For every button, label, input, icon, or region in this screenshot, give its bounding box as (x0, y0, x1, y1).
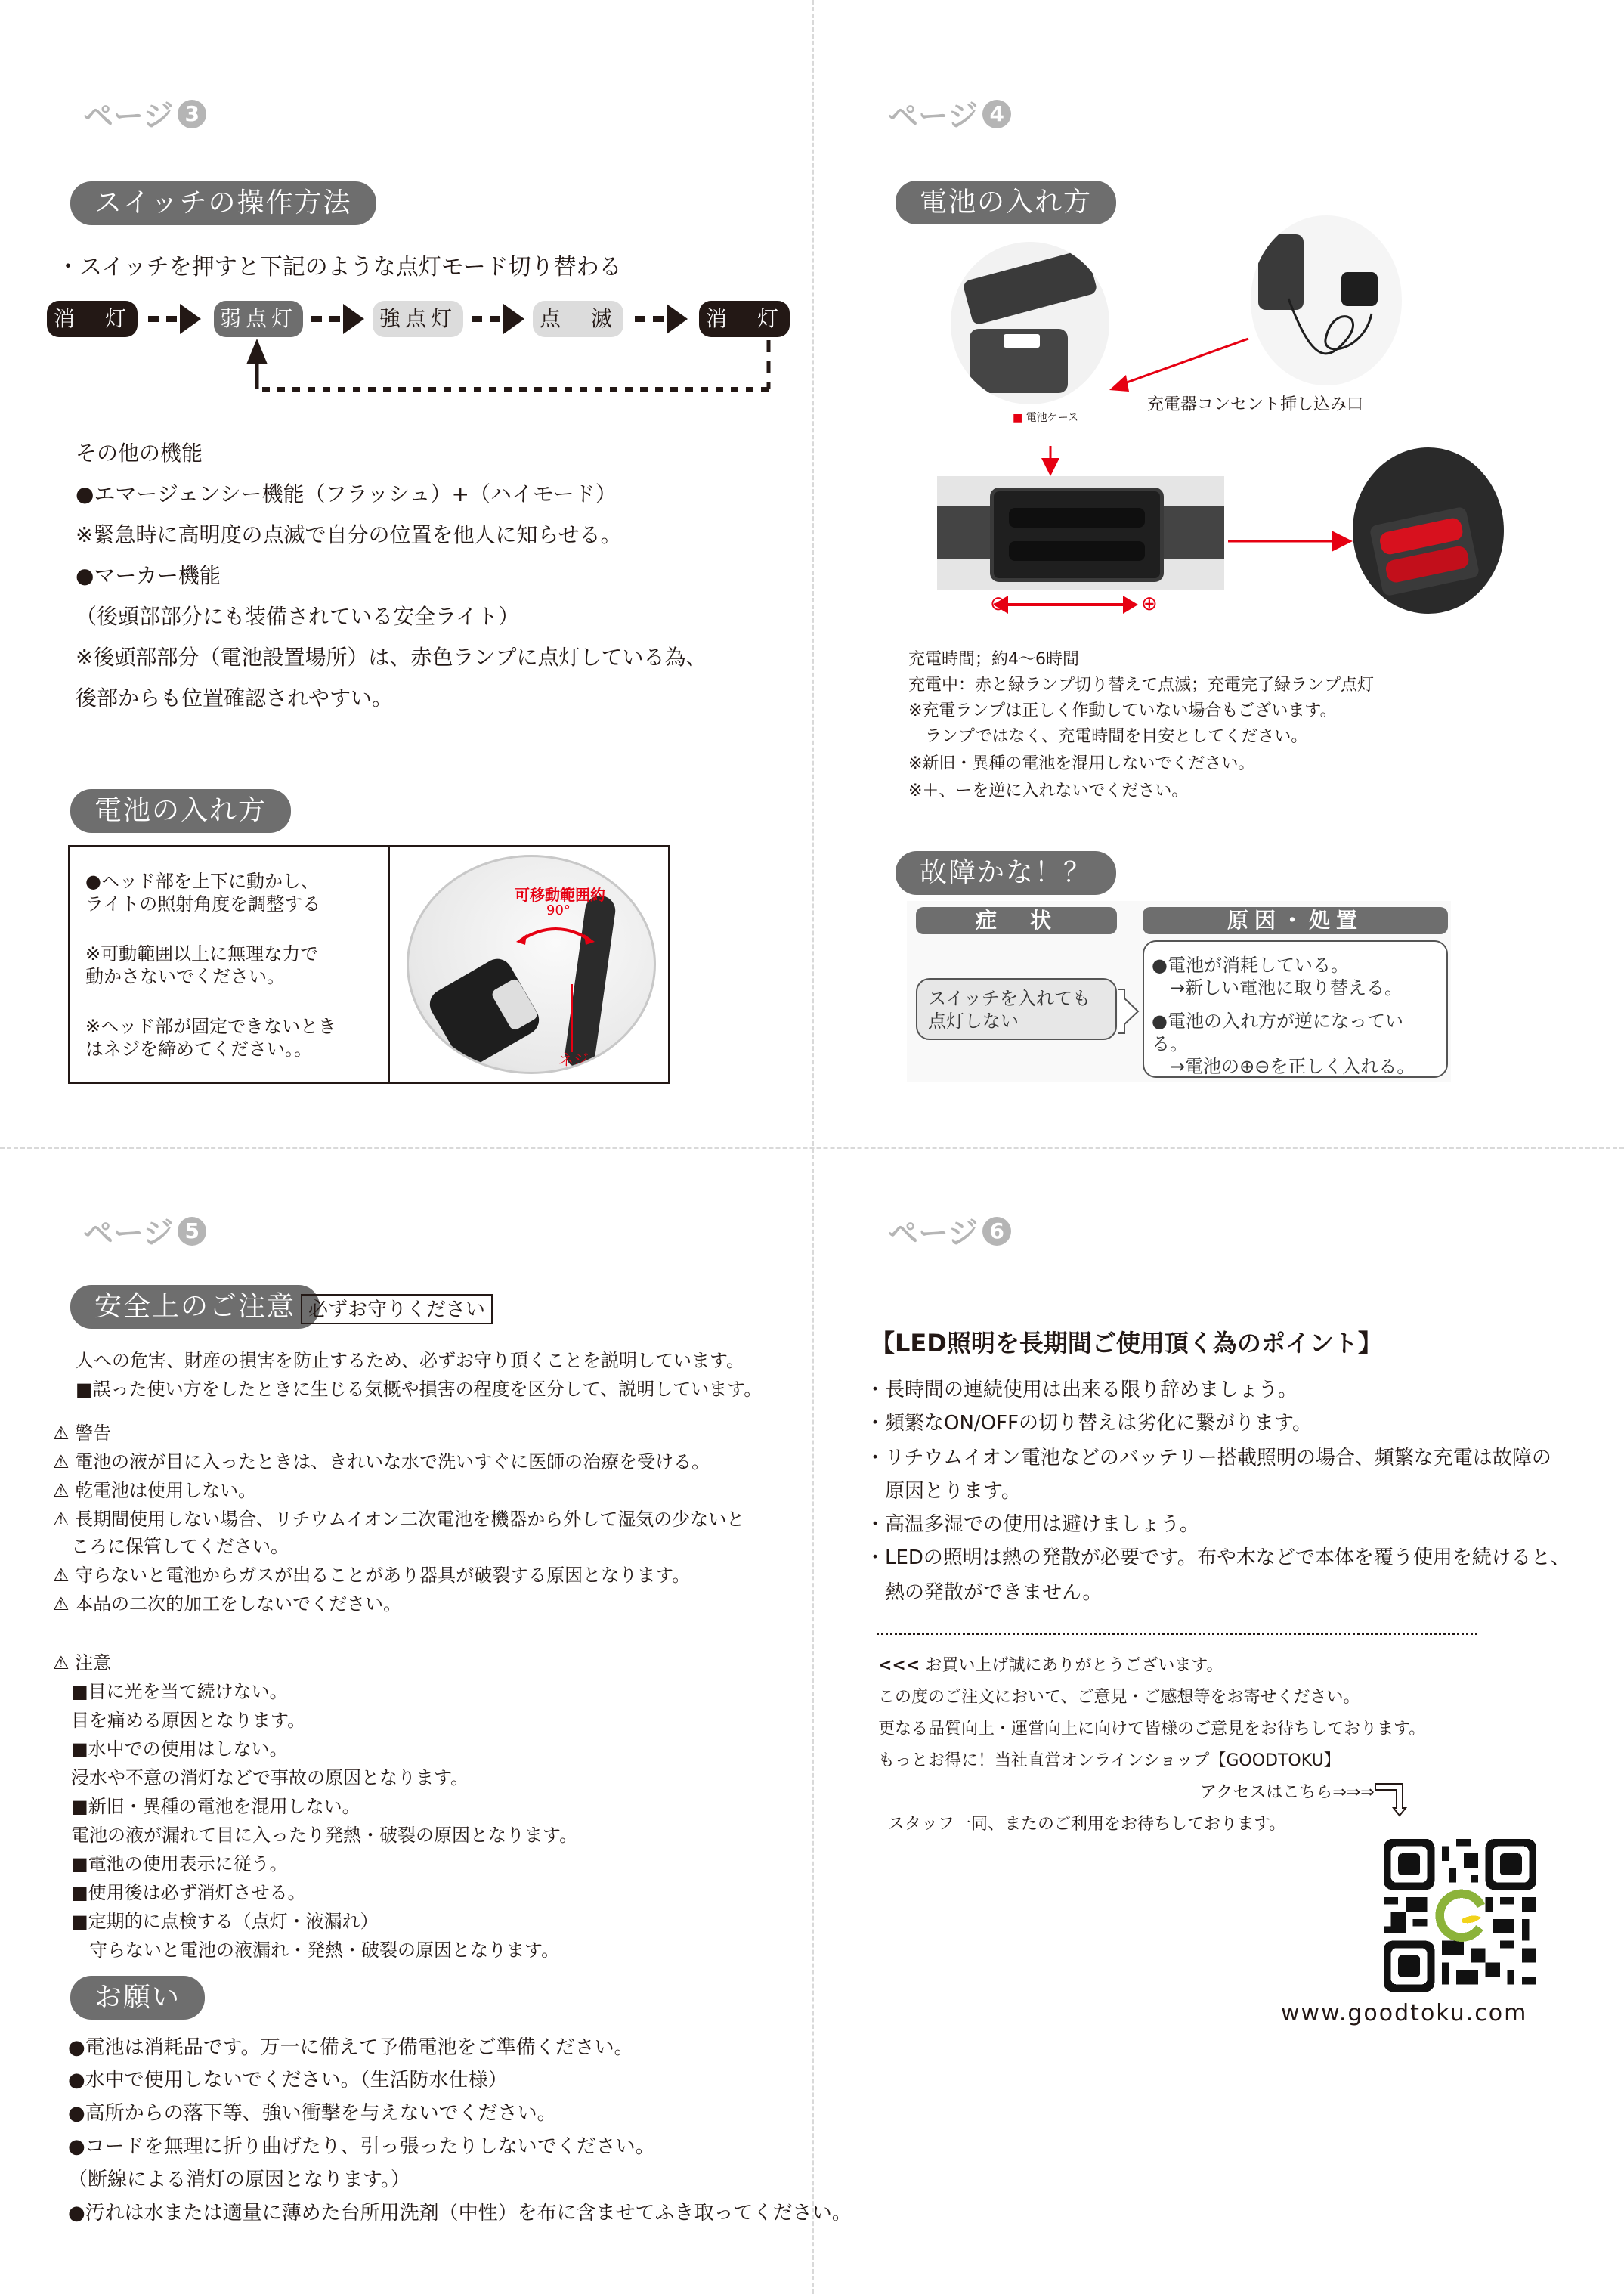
caution-line: ■水中での使用はしない。 (53, 1738, 288, 1760)
thanks-line: この度のご注文において、ご意見・ご感想等をお寄せください。 (878, 1688, 1360, 1707)
symptom-header: 症 状 (916, 907, 1117, 934)
charge-info-line: ※充電ランプは正しく作動していない場合もございます。 (908, 701, 1337, 720)
charge-info-line: ランプではなく、充電時間を目安としてください。 (908, 727, 1308, 746)
closing-line: スタッフ一同、またのご利用をお待ちしております。 (888, 1815, 1286, 1834)
minus-icon: ⊖ (990, 593, 1007, 615)
warning-line: ⚠ 電池の液が目に入ったときは、きれいな水で洗いすぐに医師の治療を受ける。 (53, 1451, 710, 1472)
warning-line: ⚠ 長期間使用しない場合、リチウムイオン二次電池を機器から外して湿気の少ないと (53, 1509, 745, 1530)
section-title-safety: 安全上のご注意 (70, 1285, 320, 1329)
caution-line: ■使用後は必ず消灯させる。 (53, 1882, 306, 1903)
chevron-left-icon: <<< (878, 1656, 920, 1675)
page-label-text: ページ (83, 99, 174, 134)
charger-port-label: 充電器コンセント挿し込み口 (1147, 395, 1364, 414)
case-label-text: 電池ケース (1025, 412, 1078, 424)
battery-slot-shape (990, 488, 1164, 582)
tip-line: ・高温多湿での使用は避けましょう。 (865, 1513, 1200, 1536)
cause-line: →電池の⊕⊖を正しく入れる。 (1152, 1056, 1415, 1077)
tip-line: 原因とります。 (865, 1480, 1021, 1503)
rotate-arrow-icon (515, 918, 598, 948)
mode-high: 強点灯 (373, 301, 463, 337)
page-label-text: ページ (888, 99, 979, 134)
range-label: 可移動範囲約 (515, 886, 605, 904)
request-line: （断線による消灯の原因となります。） (68, 2169, 410, 2191)
tip-line: ・頻繁なON/OFFの切り替えは劣化に繋がります。 (865, 1412, 1312, 1435)
feature-line: ●マーカー機能 (76, 563, 221, 588)
cause-box (1143, 940, 1448, 1078)
switch-intro: ・スイッチを押すと下記のような点灯モード切り替わる (57, 254, 622, 280)
caution-line: ■目に光を当て続けない。 (53, 1681, 288, 1702)
access-line: アクセスはこちら⇒⇒⇒ (1200, 1783, 1375, 1802)
note-line: ※可動範囲以上に無理な力で (85, 943, 319, 964)
request-line: ●高所からの落下等、強い衝撃を与えないでください。 (68, 2102, 557, 2125)
tip-line: 熱の発散ができません。 (865, 1581, 1103, 1604)
angle-label: 90° (546, 902, 571, 918)
led-tips-title: 【LED照明を長期間ご使用頂く為のポイント】 (871, 1329, 1382, 1358)
section-title-switch: スイッチの操作方法 (70, 181, 376, 225)
website-link[interactable]: www.goodtoku.com (1281, 2000, 1528, 2026)
note-line: ライトの照射角度を調整する (85, 893, 321, 915)
note-line: ※ヘッド部が固定できないとき (85, 1016, 337, 1037)
plus-icon: ⊕ (1141, 593, 1158, 615)
warning-line: ⚠ 本品の二次的加工をしないでください。 (53, 1593, 402, 1614)
charge-info-line: 充電時間；約4～6時間 (908, 650, 1079, 669)
note-line: はネジを締めてください。。 (85, 1039, 312, 1060)
page-label-text: ページ (888, 1216, 979, 1251)
safety-intro: ■誤った使い方をしたときに生じる気概や損害の程度を区分して、説明しています。 (76, 1379, 763, 1400)
red-square-icon: ■ (1013, 412, 1023, 424)
headlamp-photo (407, 855, 656, 1074)
feature-line: （後頭部部分にも装備されている安全ライト） (76, 604, 520, 629)
page-label-text: ページ (83, 1216, 174, 1251)
feature-line: ※緊急時に高明度の点滅で自分の位置を他人に知らせる。 (76, 522, 622, 547)
caution-line: 守らないと電池の液漏れ・発熱・破裂の原因となります。 (53, 1940, 560, 1961)
caution-line: 電池の液が漏れて目に入ったり発熱・破裂の原因となります。 (53, 1825, 578, 1846)
section-title-trouble: 故障かな！？ (896, 851, 1116, 895)
qr-code[interactable] (1383, 1839, 1537, 1992)
symptom-box (916, 978, 1117, 1040)
mode-off-end: 消 灯 (699, 301, 790, 337)
mode-off-start: 消 灯 (47, 301, 138, 337)
thanks-line: 更なる品質向上・運営向上に向けて皆様のご意見をお待ちしております。 (878, 1720, 1426, 1738)
mode-low: 弱点灯 (214, 301, 303, 337)
warning-line: ころに保管してください。 (53, 1536, 289, 1557)
page-number-badge: 3 (178, 100, 206, 128)
page-number-badge: 4 (982, 100, 1011, 128)
cause-line: ●電池の入れ方が逆になっている。 (1152, 1011, 1403, 1054)
chevron-right-icon (1117, 988, 1140, 1035)
force-note (85, 943, 318, 988)
tip-line: ・リチウムイオン電池などのバッテリー搭載照明の場合、頻繁な充電は故障の (865, 1447, 1551, 1469)
flow-arrows-icon (0, 0, 812, 423)
trouble-table (907, 901, 1451, 1082)
charge-info-line: ※新旧・異種の電池を混用しないでください。 (908, 754, 1255, 773)
mode-flash: 点 滅 (533, 301, 623, 337)
caution-heading: ⚠ 注意 (53, 1652, 112, 1673)
tip-line: ・長時間の連続使用は出来る限り辞めましょう。 (865, 1379, 1298, 1401)
thanks-line (878, 1652, 1223, 1676)
thanks-text: お買い上げ誠にありがとうございます。 (925, 1656, 1223, 1675)
caution-line: 浸水や不意の消灯などで事故の原因となります。 (53, 1767, 469, 1788)
section-title-battery-p4: 電池の入れ方 (896, 181, 1116, 224)
screw-pointer (571, 984, 573, 1052)
tip-line: ・LEDの照明は熱の発散が必要です。布や木などで本体を覆う使用を続けると、 (865, 1546, 1570, 1569)
page-number-badge: 5 (178, 1217, 206, 1246)
request-line: ●電池は消耗品です。万一に備えて予備電池をご準備ください。 (68, 2036, 634, 2059)
feature-line: 後部からも位置確認されやすい。 (76, 686, 394, 710)
symptom-line: 点灯しない (928, 1011, 1019, 1032)
page-number-badge: 6 (982, 1217, 1011, 1246)
section-title-battery-p3: 電池の入れ方 (70, 789, 291, 833)
note-line: ●ヘッド部を上下に動かし、 (85, 871, 319, 892)
screw-note (85, 1015, 336, 1060)
warning-heading: ⚠ 警告 (53, 1423, 112, 1444)
cause-line: ●電池が消耗している。 (1152, 955, 1349, 976)
battery-inserted-photo (1353, 447, 1504, 614)
charge-info-line: ※＋、ーを逆に入れないでください。 (908, 782, 1189, 800)
request-line: ●水中で使用しないでください。（生活防水仕様） (68, 2069, 508, 2091)
down-arrow-icon (1374, 1782, 1407, 1817)
feature-line: ※後頭部部分（電池設置場所）は、赤色ランプに点灯している為、 (76, 645, 707, 670)
warning-line: ⚠ 守らないと電池からガスが出ることがあり器具が破裂する原因となります。 (53, 1565, 691, 1586)
must-follow-badge: 必ずお守りください (301, 1294, 493, 1324)
screw-label: ネジ (558, 1051, 589, 1069)
caution-line: ■定期的に点検する（点灯・液漏れ） (53, 1911, 379, 1932)
slot-1 (1009, 508, 1145, 528)
section-title-requests: お願い (70, 1976, 205, 2020)
cause-line: →新しい電池に取り替える。 (1152, 977, 1403, 998)
request-line: ●汚れは水または適量に薄めた台所用洗剤（中性）を布に含ませてふき取ってください。 (68, 2202, 852, 2224)
caution-line: ■新旧・異種の電池を混用しない。 (53, 1796, 360, 1817)
open-case-photo (937, 476, 1224, 590)
charge-info-line: 充電中：赤と緑ランプ切り替えて点滅；充電完了緑ランプ点灯 (908, 676, 1375, 695)
caution-line: ■電池の使用表示に従う。 (53, 1853, 288, 1875)
box-divider (388, 847, 390, 1082)
horizontal-fold-line (0, 1147, 1624, 1149)
safety-intro: 人への危害、財産の損害を防止するため、必ずお守り頂くことを説明しています。 (76, 1350, 745, 1371)
request-line: ●コードを無理に折り曲げたり、引っ張ったりしないでください。 (68, 2135, 655, 2158)
caution-line: 目を痛める原因となります。 (53, 1710, 306, 1731)
note-line: 動かさないでください。 (85, 966, 285, 987)
page-4-label (888, 92, 1011, 135)
other-features-heading: その他の機能 (76, 441, 203, 466)
warning-line: ⚠ 乾電池は使用しない。 (53, 1480, 257, 1501)
cause-header: 原因・処置 (1143, 907, 1448, 934)
open-case-shape (1369, 506, 1480, 597)
head-adjust-box (68, 845, 670, 1084)
shop-line: もっとお得に！当社直営オンラインショップ【GOODTOKU】 (878, 1751, 1341, 1770)
page-6-label (888, 1209, 1011, 1252)
qr-code-icon (1383, 1839, 1537, 1992)
adjust-note (85, 870, 320, 915)
dotted-separator (877, 1633, 1477, 1635)
symptom-line: スイッチを入れても (928, 988, 1091, 1009)
page-5-label (83, 1209, 206, 1252)
feature-line: ●エマージェンシー機能（フラッシュ）+（ハイモード） (76, 481, 617, 506)
slot-2 (1009, 541, 1145, 561)
